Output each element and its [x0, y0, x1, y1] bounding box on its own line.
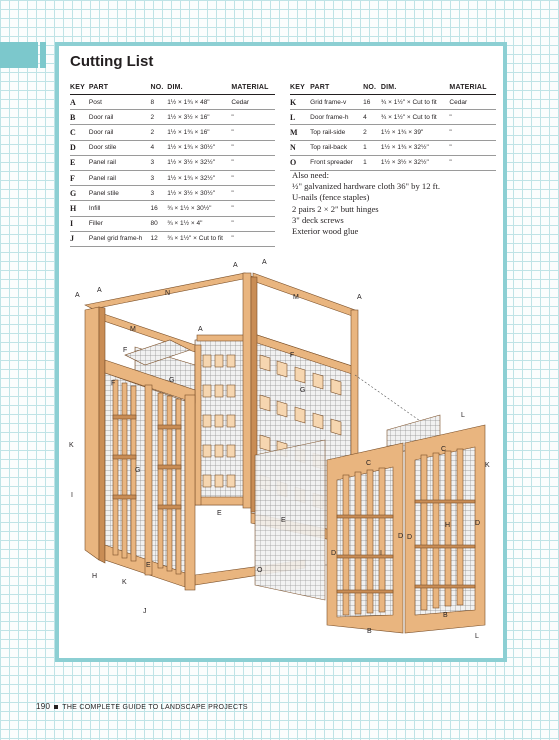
- part-quantity: 16: [363, 95, 381, 110]
- page-title: Cutting List: [70, 53, 154, 70]
- label-d: D: [398, 533, 404, 540]
- door-right: [405, 425, 485, 633]
- table-row: [70, 231, 275, 246]
- table-row: [70, 110, 275, 125]
- part-name: Top rail-side: [310, 125, 363, 140]
- part-material: ": [231, 231, 275, 246]
- part-material: ": [231, 155, 275, 170]
- cutting-list-table-left: [70, 84, 275, 247]
- part-key: G: [70, 186, 89, 201]
- part-dimension: ¾ × 1½" × Cut to fit: [167, 231, 231, 246]
- label-l: L: [461, 412, 465, 419]
- part-material: ": [449, 110, 496, 125]
- part-name: Panel stile: [89, 186, 151, 201]
- door-left: [327, 443, 403, 633]
- label-k: K: [122, 579, 127, 586]
- part-key: M: [290, 125, 310, 140]
- cutting-list-table-right: [290, 84, 496, 171]
- part-quantity: 4: [150, 140, 167, 155]
- table-header-row: [70, 84, 275, 95]
- part-dimension: ¾ × 1½" × Cut to fit: [381, 110, 450, 125]
- part-key: L: [290, 110, 310, 125]
- enclosure-diagram: [55, 255, 505, 645]
- part-material: ": [449, 155, 496, 170]
- part-dimension: 1½ × 3½ × 32½": [381, 155, 450, 170]
- part-key: B: [70, 110, 89, 125]
- label-e: E: [217, 510, 222, 517]
- table-row: [70, 155, 275, 170]
- label-i: I: [380, 550, 382, 557]
- label-g: G: [135, 467, 141, 474]
- also-need-item: ½" galvanized hardware cloth 36" by 12 ft.: [292, 181, 441, 192]
- part-key: C: [70, 125, 89, 140]
- table-row: [70, 201, 275, 216]
- table-row: [70, 216, 275, 231]
- col-material: MATERIAL: [449, 84, 496, 95]
- table-header-row: [290, 84, 496, 95]
- page-number: 190: [36, 702, 51, 711]
- part-name: Top rail-back: [310, 140, 363, 155]
- label-g: G: [300, 387, 306, 394]
- part-name: Door rail: [89, 125, 151, 140]
- part-dimension: 1½ × 3½ × 16": [167, 110, 231, 125]
- label-m: M: [130, 326, 136, 333]
- part-name: Panel rail: [89, 170, 151, 185]
- part-key: D: [70, 140, 89, 155]
- part-quantity: 1: [363, 140, 381, 155]
- part-material: ": [231, 110, 275, 125]
- label-a: A: [357, 294, 362, 301]
- label-e: E: [146, 562, 151, 569]
- part-material: ": [231, 125, 275, 140]
- label-h: H: [92, 573, 98, 580]
- part-quantity: 2: [363, 125, 381, 140]
- label-a: A: [233, 262, 238, 269]
- table-row: [290, 125, 496, 140]
- part-quantity: 3: [150, 186, 167, 201]
- table-row: [290, 110, 496, 125]
- part-quantity: 16: [150, 201, 167, 216]
- part-name: Panel rail: [89, 155, 151, 170]
- part-material: Cedar: [231, 95, 275, 110]
- part-name: Panel grid frame-h: [89, 231, 151, 246]
- also-need-item: 2 pairs 2 × 2" butt hinges: [292, 203, 379, 214]
- table-row: [70, 95, 275, 110]
- label-k: K: [69, 442, 74, 449]
- label-c: C: [441, 446, 447, 453]
- section-tab: [0, 42, 38, 68]
- part-dimension: ¾ × 1½ × 4": [167, 216, 231, 231]
- part-dimension: 1½ × 1¾ × 32½": [167, 170, 231, 185]
- also-need-item: U-nails (fence staples): [292, 192, 370, 203]
- table-row: [70, 170, 275, 185]
- part-material: ": [449, 140, 496, 155]
- part-dimension: 1½ × 1¾ × 16": [167, 125, 231, 140]
- part-quantity: 8: [150, 95, 167, 110]
- part-key: F: [70, 170, 89, 185]
- post: [243, 273, 251, 508]
- col-dim: DIM.: [381, 84, 450, 95]
- label-j: J: [143, 608, 147, 615]
- part-quantity: 1: [363, 155, 381, 170]
- part-name: Front spreader: [310, 155, 363, 170]
- part-quantity: 2: [150, 110, 167, 125]
- label-g: G: [169, 377, 175, 384]
- label-o: O: [257, 567, 263, 574]
- label-f: F: [111, 380, 116, 387]
- section-tab-stripe: [40, 42, 46, 68]
- table-row: [290, 155, 496, 170]
- label-l: L: [475, 633, 479, 640]
- col-no: NO.: [363, 84, 381, 95]
- part-key: J: [70, 231, 89, 246]
- part-name: Infill: [89, 201, 151, 216]
- table-row: [70, 140, 275, 155]
- part-material: ": [231, 186, 275, 201]
- label-b: B: [443, 612, 448, 619]
- label-d: D: [331, 550, 337, 557]
- label-h: H: [445, 522, 451, 529]
- part-dimension: 1½ × 1¾ × 30½": [167, 140, 231, 155]
- hardware-cloth: [255, 440, 325, 600]
- label-f: F: [290, 352, 295, 359]
- label-d: D: [475, 520, 481, 527]
- part-quantity: 3: [150, 170, 167, 185]
- col-key: KEY: [70, 84, 89, 95]
- part-material: Cedar: [449, 95, 496, 110]
- col-part: PART: [310, 84, 363, 95]
- also-need-list: [292, 170, 440, 237]
- part-dimension: ¾ × 1½" × Cut to fit: [381, 95, 450, 110]
- part-key: H: [70, 201, 89, 216]
- part-quantity: 3: [150, 155, 167, 170]
- part-key: K: [290, 95, 310, 110]
- part-dimension: 1½ × 3½ × 32½": [167, 155, 231, 170]
- part-dimension: 1½ × 1¾ × 48": [167, 95, 231, 110]
- label-a: A: [97, 287, 102, 294]
- part-material: ": [231, 170, 275, 185]
- part-key: I: [70, 216, 89, 231]
- part-quantity: 4: [363, 110, 381, 125]
- col-key: KEY: [290, 84, 310, 95]
- part-name: Door stile: [89, 140, 151, 155]
- label-f: F: [123, 347, 128, 354]
- part-material: ": [231, 140, 275, 155]
- label-n: N: [165, 290, 171, 297]
- book-title: THE COMPLETE GUIDE TO LANDSCAPE PROJECTS: [62, 704, 248, 711]
- label-a: A: [262, 259, 267, 266]
- page-footer: [36, 702, 248, 711]
- part-dimension: 1½ × 1¾ × 32½": [381, 140, 450, 155]
- label-a: A: [75, 292, 80, 299]
- part-name: Filler: [89, 216, 151, 231]
- part-dimension: 1½ × 1¾ × 39": [381, 125, 450, 140]
- col-no: NO.: [150, 84, 167, 95]
- table-row: [290, 140, 496, 155]
- col-part: PART: [89, 84, 151, 95]
- label-c: C: [366, 460, 372, 467]
- part-name: Door frame-h: [310, 110, 363, 125]
- part-material: ": [449, 125, 496, 140]
- footer-bullet-icon: [54, 705, 58, 709]
- part-name: Door rail: [89, 110, 151, 125]
- post: [195, 345, 201, 505]
- col-material: MATERIAL: [231, 84, 275, 95]
- part-quantity: 80: [150, 216, 167, 231]
- part-name: Post: [89, 95, 151, 110]
- label-e: E: [281, 517, 286, 524]
- label-k: K: [485, 462, 490, 469]
- part-key: E: [70, 155, 89, 170]
- part-dimension: 1½ × 3½ × 30½": [167, 186, 231, 201]
- table-row: [70, 125, 275, 140]
- table-row: [70, 186, 275, 201]
- also-need-item: 3" deck screws: [292, 214, 344, 225]
- also-need-item: Exterior wood glue: [292, 226, 359, 237]
- part-key: A: [70, 95, 89, 110]
- part-quantity: 2: [150, 125, 167, 140]
- part-material: ": [231, 216, 275, 231]
- label-d: D: [407, 534, 413, 541]
- part-key: N: [290, 140, 310, 155]
- label-i: I: [71, 492, 73, 499]
- part-material: ": [231, 201, 275, 216]
- part-dimension: ¾ × 1½ × 30½": [167, 201, 231, 216]
- top-rail-m-right: [253, 273, 355, 317]
- part-quantity: 12: [150, 231, 167, 246]
- part-key: O: [290, 155, 310, 170]
- also-need-heading: Also need:: [292, 170, 329, 180]
- part-name: Grid frame-v: [310, 95, 363, 110]
- label-m: M: [293, 294, 299, 301]
- label-b: B: [367, 628, 372, 635]
- table-row: [290, 95, 496, 110]
- col-dim: DIM.: [167, 84, 231, 95]
- label-a: A: [198, 326, 203, 333]
